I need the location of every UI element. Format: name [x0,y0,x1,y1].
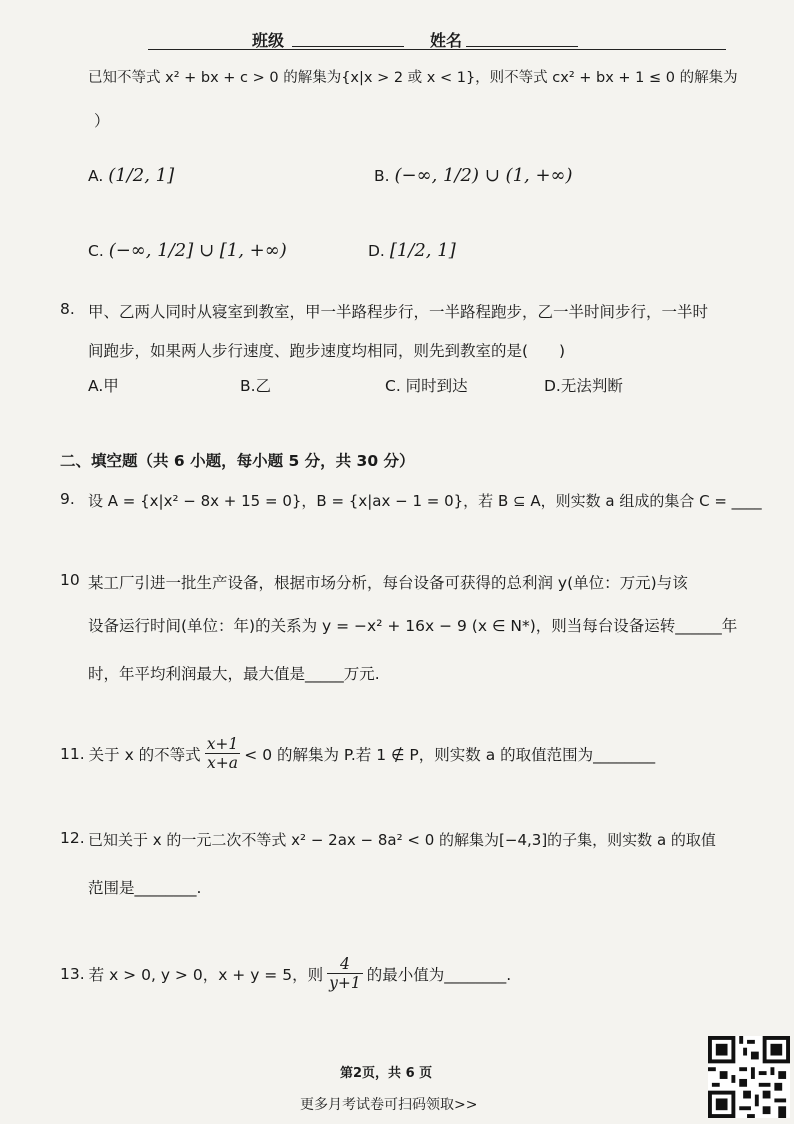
q10-number: 10 [60,571,80,589]
promo-text[interactable]: 更多月考试卷可扫码领取>> [300,1097,478,1113]
section-title: 二、填空题（共 6 小题，每小题 5 分，共 30 分） [60,452,415,470]
q11-number: 11. [60,744,85,763]
q7-option-a-text: (1/2, 1] [108,165,175,186]
q7-option-b-text: (−∞, 1/2) ∪ (1, +∞) [394,165,573,186]
q7-option-d-label: D. [368,242,385,260]
page-number: 第2页，共 6 页 [340,1066,433,1081]
q7-option-c-label: C. [88,242,104,260]
q9-number: 9. [60,490,75,508]
q12-number: 12. [60,829,85,847]
q12-line2: 范围是________. [88,879,202,897]
class-blank[interactable] [292,30,404,47]
q8-option-d[interactable]: D.无法判断 [544,377,623,395]
q7-stem-close: ） [94,112,110,130]
q7-option-a-label: A. [88,167,104,185]
q13-fraction-denominator: y+1 [329,974,361,992]
q7-option-c-text: (−∞, 1/2] ∪ [1, +∞) [108,240,287,261]
q7-stem: 已知不等式 x² + bx + c > 0 的解集为{x|x > 2 或 x < 1}，则不等式 cx² + bx + 1 ≤ 0 的解集为 [88,70,738,86]
q10-line3: 时，年平均利润最大，最大值是_____万元. [88,665,380,683]
q11-text-b: < 0 的解集为 P.若 1 ∉ P，则实数 a 的取值范围为________ [244,745,656,764]
q8-option-b[interactable]: B.乙 [240,377,272,395]
q8-option-a[interactable]: A.甲 [88,377,119,395]
name-label: 姓名 [430,31,463,50]
qr-code-icon[interactable] [708,1036,790,1118]
q13-fraction-numerator: 4 [327,955,363,974]
q7-option-a[interactable] [88,165,174,186]
q8-line2: 间跑步，如果两人步行速度、跑步速度均相同，则先到教室的是( ) [88,342,566,360]
q11 [60,735,655,772]
q13-text-a: 若 x > 0, y > 0，x + y = 5，则 [88,965,324,984]
q7-option-d[interactable] [368,240,456,261]
q8-option-c[interactable]: C. 同时到达 [385,377,468,395]
q11-text-a: 关于 x 的不等式 [88,745,201,764]
q8-number: 8. [60,300,75,318]
class-label: 班级 [252,31,285,50]
q7-option-b-label: B. [374,167,390,185]
q9-text: 设 A = {x|x² − 8x + 15 = 0}，B = {x|ax − 1 = 0}，若 B ⊆ A，则实数 a 组成的集合 C = ____ [88,492,762,510]
header-rule [148,49,726,50]
q10-line2: 设备运行时间(单位：年)的关系为 y = −x² + 16x − 9 (x ∈ N*)，则当每台设备运转______年 [88,617,738,635]
q7-option-c[interactable] [88,240,287,261]
q7-option-d-text: [1/2, 1] [389,240,456,261]
q10-line1: 某工厂引进一批生产设备，根据市场分析，每台设备可获得的总利润 y(单位：万元)与该 [88,574,688,592]
q11-fraction [205,735,241,772]
q13-fraction [327,955,363,992]
q11-fraction-denominator: x+a [206,754,238,772]
q11-fraction-numerator: x+1 [206,735,239,753]
q12-line1: 已知关于 x 的一元二次不等式 x² − 2ax − 8a² < 0 的解集为[−4,3]的子集，则实数 a 的取值 [88,831,716,849]
q8-line1: 甲、乙两人同时从寝室到教室，甲一半路程步行，一半路程跑步，乙一半时间步行，一半时 [88,303,709,321]
q13 [60,955,511,992]
q7-option-b[interactable] [374,165,573,186]
name-blank[interactable] [466,30,578,47]
q13-text-b: 的最小值为________. [366,965,512,984]
q13-number: 13. [60,964,85,983]
